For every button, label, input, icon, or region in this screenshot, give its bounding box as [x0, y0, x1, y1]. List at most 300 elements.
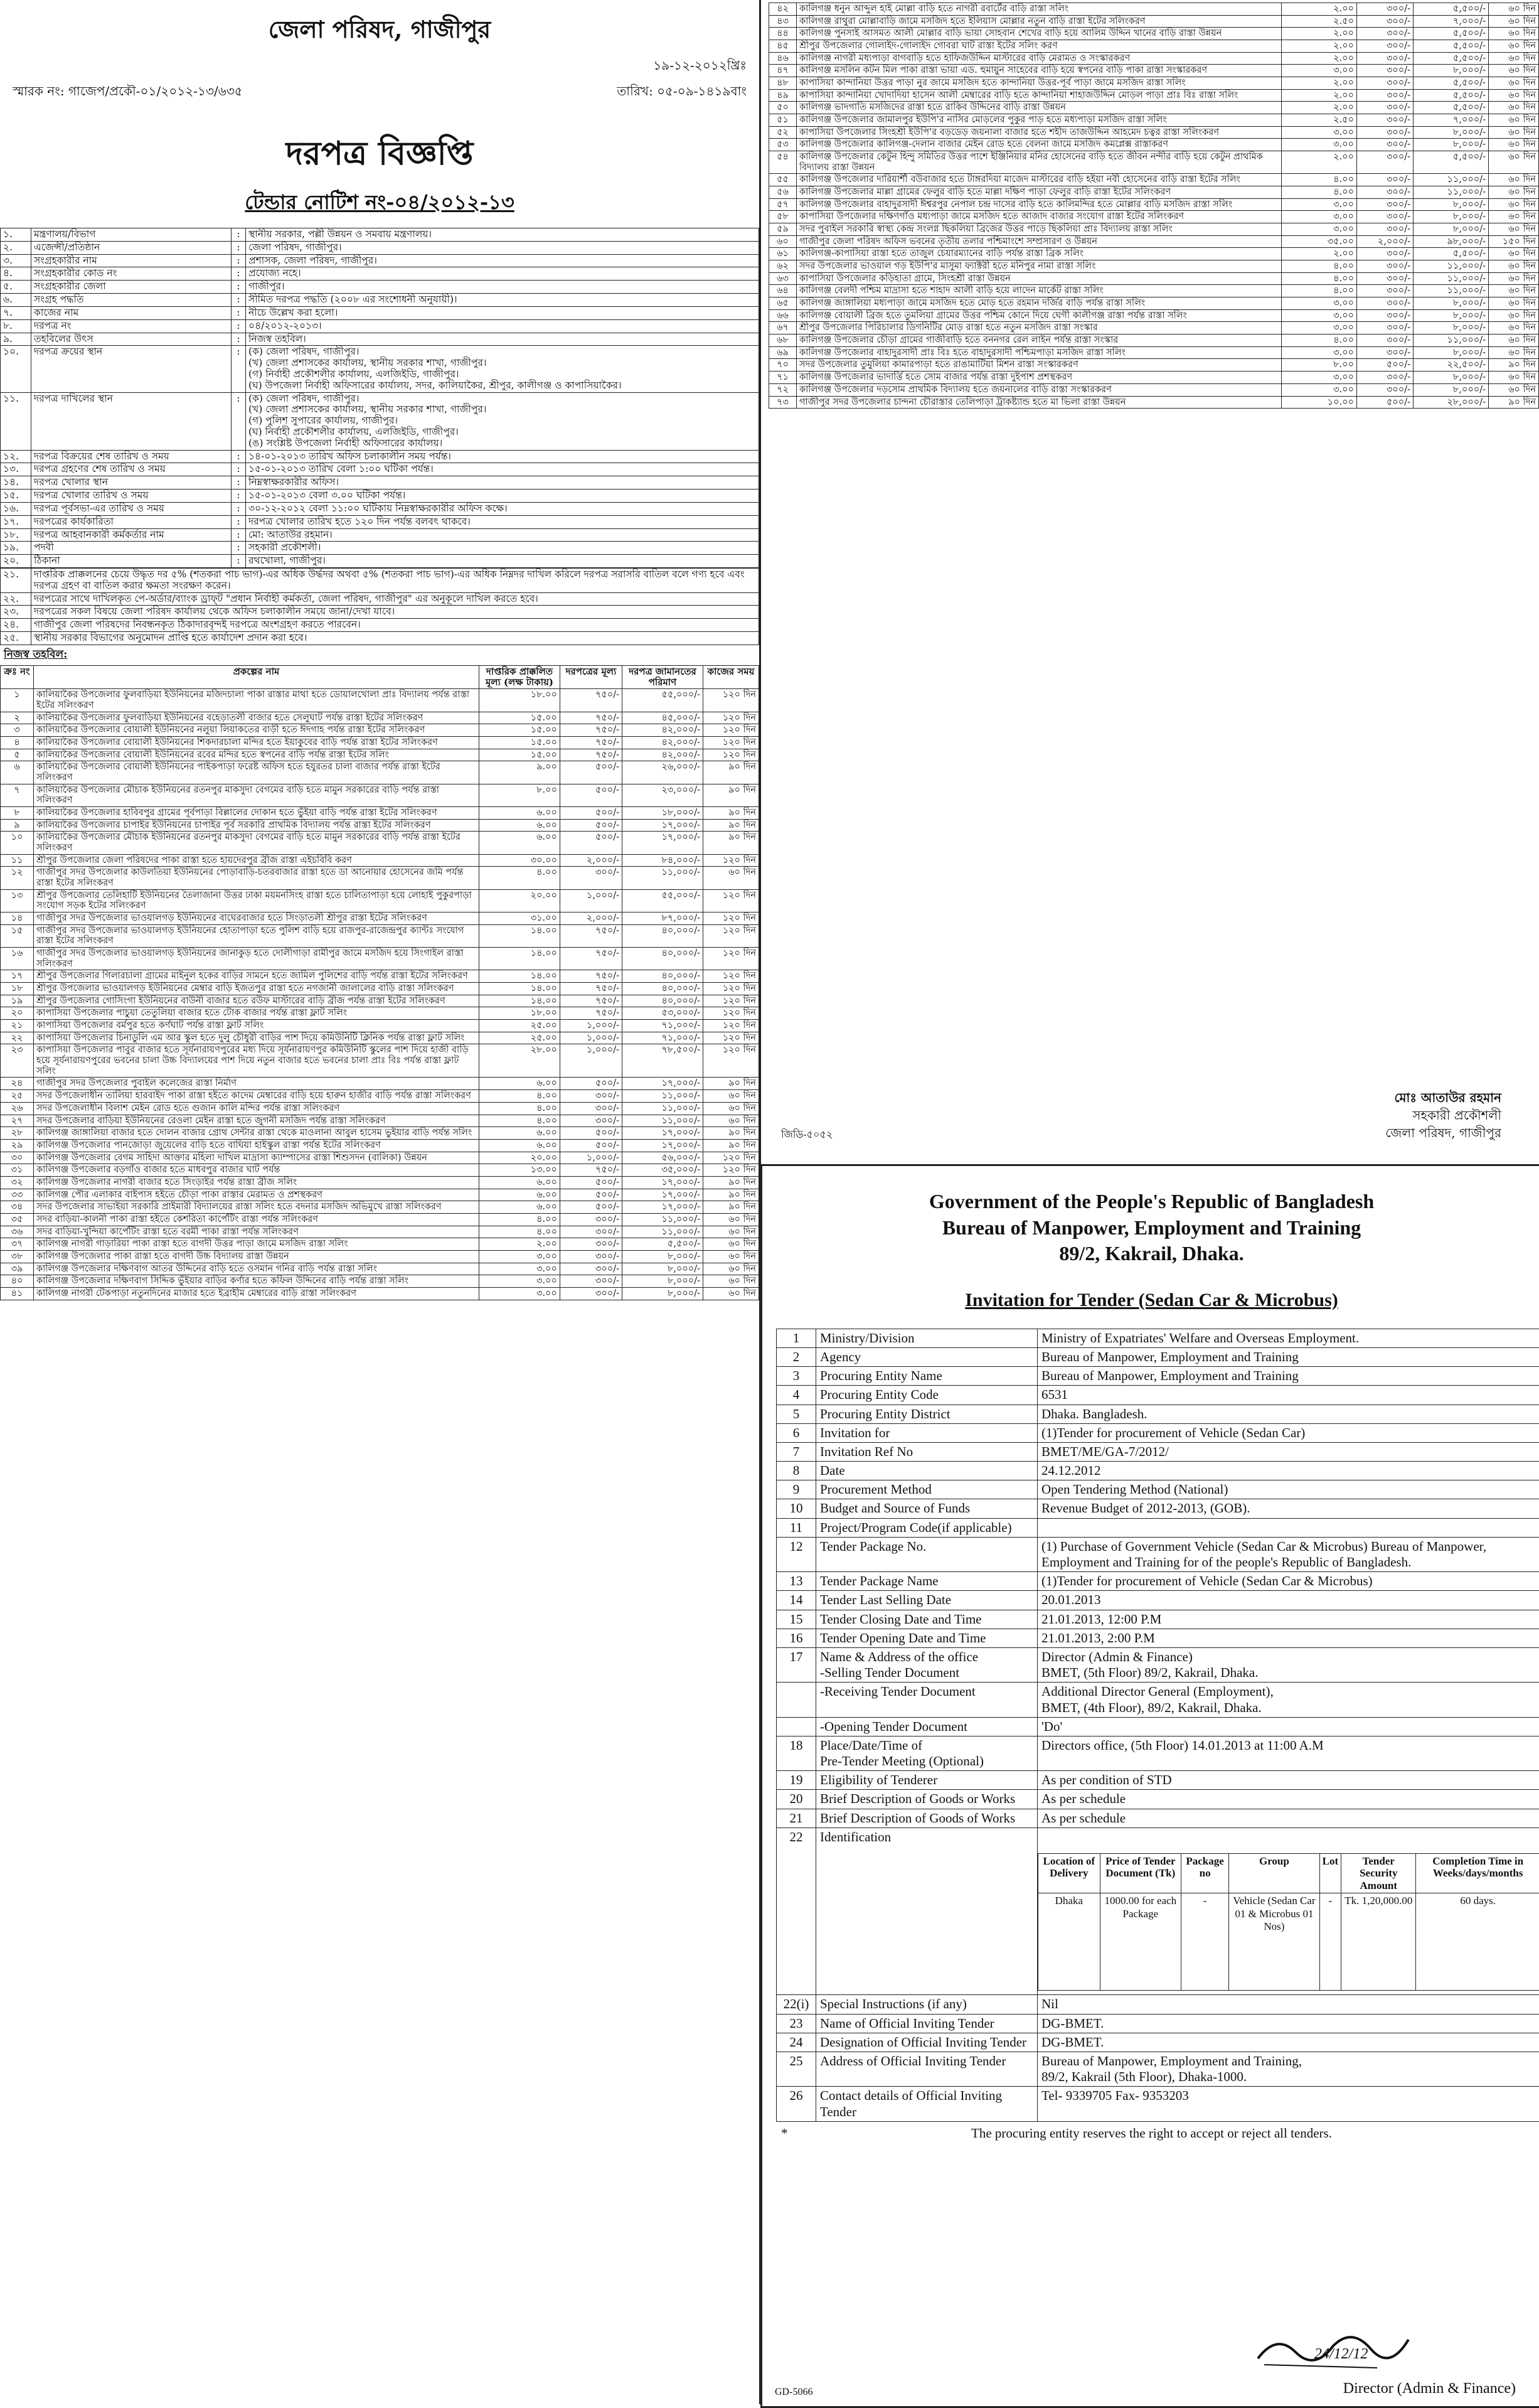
info-num: ১২. — [1, 450, 31, 463]
project-name: কালিগঞ্জ উপজেলার দক্ষিণবাগ আতর উদ্দিনের বাড়ি হতে ওসমান গনির বাড়ি পর্যন্ত রাস্তা সলিং — [34, 1263, 479, 1275]
project-estimate: ৩.০০ — [1282, 297, 1357, 310]
project-time: ১২০ দিন — [703, 1007, 759, 1020]
project-price: ৩০০/- — [560, 1287, 622, 1300]
project-name: কালিয়াকৈর উপজেলার বোয়ালী ইউনিয়নের নলুয়া লিয়াকতের বাড়ী হতে ঈদগাহ পর্যন্ত রাস্তা ইটের সলিংকরণ — [34, 724, 479, 737]
project-estimate: ৪.০০ — [1282, 260, 1357, 273]
info-row — [1, 392, 759, 450]
project-row — [1, 819, 759, 832]
bmet-row — [777, 2087, 1539, 2121]
bmet-row — [777, 1480, 1539, 1499]
project-security: ৫,৫০০/- — [1414, 89, 1489, 102]
signatory-block — [1385, 1089, 1501, 1142]
info-value: প্রযোজ্য নহে। — [246, 267, 759, 281]
project-row — [769, 272, 1539, 285]
project-security: ৪০,০০০/- — [622, 948, 703, 970]
bmet-value: 24.12.2012 — [1038, 1462, 1539, 1480]
date-bn: ০৫-০৯-১৪১৯বাং — [657, 83, 747, 99]
project-security: ১১,০০০/- — [622, 867, 703, 889]
info-value: সীমিত দরপত্র পদ্ধতি (২০০৮ এর সংশোধনী অনুযায়ী)। — [246, 294, 759, 307]
project-time: ৯০ দিন — [703, 1139, 759, 1152]
bmet-value: Bureau of Manpower, Employment and Training — [1038, 1347, 1539, 1366]
project-security: ৮,০০০/- — [1414, 372, 1489, 384]
project-name: কাপাসিয়া উপজেলার সিংহশ্রী ইউপি'র বড়ডেড় জয়নালা বাজার হতে শহীদ তাজউদ্দিন আহমেদ চত্বর রাস্তা সলিংকরণ — [797, 126, 1282, 139]
bmet-label: Name of Official Inviting Tender — [816, 2014, 1038, 2033]
project-estimate: ১৮.০০ — [479, 689, 560, 712]
identification-value: Dhaka — [1038, 1893, 1100, 1991]
project-sl: ৬৫ — [769, 297, 797, 310]
bmet-tender-notice — [760, 1164, 1539, 2408]
bmet-label: Tender Package No. — [816, 1537, 1038, 1571]
project-price: ৫০০/- — [560, 832, 622, 854]
project-name: কালিগঞ্জ উপজেলার বাহাদুরসাদী ঈশ্বরপুর নেপাল চন্দ্র দাসের বাড়ি হতে কালিমন্দির হতে মোল্লার বাড়ি মসজিদ রাস্তা সলিং — [797, 198, 1282, 211]
info-row — [1, 294, 759, 307]
project-security: ৮,০০০/- — [1414, 126, 1489, 139]
project-row — [1, 832, 759, 854]
info-row — [1, 490, 759, 503]
project-time: ১২০ দিন — [703, 983, 759, 995]
project-name: কাপাসিয়া উপজেলার দক্ষিণগাঁও মধ্যপাড়া জামে মসজিদ হতে আজাদ বাজার সংযোগ রাস্তা ইটের সলিংকরণ — [797, 211, 1282, 223]
info-colon: : — [232, 528, 246, 542]
bmet-value: (1)Tender for procurement of Vehicle (Sedan Car & Microbus) — [1038, 1572, 1539, 1591]
project-time: ৬০ দিন — [1489, 346, 1539, 359]
project-security: ২২,৫০০/- — [1414, 359, 1489, 372]
bmet-value: BMET/ME/GA-7/2012/ — [1038, 1442, 1539, 1461]
project-row — [1, 1287, 759, 1300]
project-name: কালিয়াকৈর উপজেলার ফুলবাড়িয়া ইউনিয়নের বহেড়াতলী বাজার হতে সেলুঘাট পর্যন্ত রাস্তা ইটের সলিংকরণ — [34, 712, 479, 724]
head-line-1: Government of the People's Republic of Bangladesh — [762, 1189, 1539, 1215]
clause-text: দাপ্তরিক প্রাক্কলনের চেয়ে উদ্ধৃত দর ৫% (শতকরা পাচ ভাগ)-এর অধিক উর্দ্ধদর অথবা ৫% (শতকরা পাচ ভাগ)-এর অধিক নিম্নদর দাখিল করিলে দরপত্র সরাসরি বাতিল বলে গণ্য হবে এবং দরপত্র গ্রহণ বা বাতিল করার ক্ষমতা সংরক্ষণ করেন। — [31, 568, 759, 592]
project-price: ৩০০/- — [1357, 102, 1414, 114]
project-estimate: ৩০.০০ — [479, 854, 560, 867]
project-sl: ৭০ — [769, 359, 797, 372]
project-name: কালিগঞ্জ উপজেলার চৌড়া গ্রামের গাজীবাড়ি হতে বননগর রেল লাইন পর্যন্ত রাস্তা সংস্কার — [797, 334, 1282, 347]
project-security: ১১,০০০/- — [622, 1115, 703, 1127]
project-sl: ৫৫ — [769, 174, 797, 186]
bmet-row — [777, 1462, 1539, 1480]
bmet-num: 20 — [777, 1790, 816, 1809]
identification-table — [1038, 1853, 1539, 1991]
project-security: ৩৫,০০০/- — [622, 1164, 703, 1177]
project-estimate: ৪.০০ — [1282, 272, 1357, 285]
project-estimate: ২.০০ — [1282, 102, 1357, 114]
project-estimate: ৪.০০ — [1282, 186, 1357, 199]
bmet-label: Eligibility of Tenderer — [816, 1771, 1038, 1790]
project-price: ৭৫০/- — [560, 983, 622, 995]
info-value: দরপত্র খোলার তারিখ হতে ১২০ দিন পর্যন্ত বলবৎ থাকবে। — [246, 515, 759, 528]
project-sl: ৫ — [1, 749, 34, 761]
project-time: ৬০ দিন — [703, 867, 759, 889]
project-security: ৫৫,০০০/- — [622, 689, 703, 712]
project-sl: ৭ — [1, 784, 34, 806]
project-estimate: ৮.০০ — [479, 784, 560, 806]
project-sl: ২৯ — [1, 1139, 34, 1152]
bmet-info-table — [776, 1329, 1539, 2122]
project-name: কালিয়াকৈর উপজেলার মৌচাক ইউনিয়নের রতনপুর মাকসুদা বেগমের বাড়ি হতে মামুন সরকারের বাড়ি পর্যন্ত রাস্তা সলিংকরণ — [34, 784, 479, 806]
project-time: ৬০ দিন — [703, 1090, 759, 1103]
project-price: ৩০০/- — [1357, 114, 1414, 127]
project-name: কালিগঞ্জ মসলিন কটন মিল পাকা রাস্তা ভায়া এড. হুমায়ুন সাহেবের বাড়ি হয়ে স্বপনের বাড়ি পাকা রাস্তা সংস্কারকরণ — [797, 65, 1282, 77]
project-time: ১২০ দিন — [703, 1020, 759, 1032]
project-security: ১৭,০০০/- — [622, 1176, 703, 1189]
project-time: ৬০ দিন — [703, 1213, 759, 1226]
project-time: ১২০ দিন — [703, 1044, 759, 1078]
bmet-value: 'Do' — [1038, 1717, 1539, 1736]
bmet-row — [777, 1537, 1539, 1571]
project-name: কালিগঞ্জ উপজেলার কেটুন হিন্দু সমিতির উত্তর পাশে ইঞ্জিনিয়ার মনির হোসেনের বাড়ি হতে জীবন নন্দীর বাড়ি হয়ে কেটুন প্রাথমিক বিদ্যালয় রাস্তা উন্নয়ন — [797, 151, 1282, 174]
bmet-row — [777, 1367, 1539, 1386]
project-security: ৯৮,০০০/- — [1414, 235, 1489, 248]
project-time: ৬০ দিন — [1489, 151, 1539, 174]
project-time: ১২০ দিন — [703, 995, 759, 1007]
project-time: ৬০ দিন — [1489, 285, 1539, 297]
project-estimate: ৬.০০ — [479, 1127, 560, 1140]
clause-row — [1, 568, 759, 592]
info-value: (ক) জেলা পরিষদ, গাজীপুর। (খ) জেলা প্রশাসকের কার্যালয়, স্থানীয় সরকার শাখা, গাজীপুর। (গ) পুলিশ সুপারের কার্যালয়, গাজীপুর। (ঘ) নির্বাহী প্রকৌশলীর কার্যালয়, এলজিইডি, গাজীপুর। (ঙ) সংশ্লিষ্ট উপজেলা নির্বাহী অফিসারের কার্যালয়। — [246, 392, 759, 450]
project-time: ৯০ দিন — [703, 1127, 759, 1140]
project-name: কালিগঞ্জ উপজেলার পাকা রাস্তা হতে বাগদী উচ্চ বিদ্যালয় রাস্তা উন্নয়ন — [34, 1250, 479, 1263]
memo-line — [0, 51, 759, 77]
info-value: (ক) জেলা পরিষদ, গাজীপুর। (খ) জেলা প্রশাসকের কার্যালয়, স্থানীয় সরকার শাখা, গাজীপুর। (গ) নির্বাহী প্রকৌশলীর কার্যালয়, এলজিইডি, গাজীপুর। (ঘ) উপজেলা নির্বাহী অফিসারের কার্যালয়, সদর, কালিয়াকৈর, শ্রীপুর, কালীগঞ্জ ও কাপাসিয়াকৈর। — [246, 346, 759, 392]
bmet-value: As per condition of STD — [1038, 1771, 1539, 1790]
project-name: কালিগঞ্জ পুনসাই আসমত আলী মোল্লার বাড়ি ভায়া সোহবান শেখের বাড়ি হয়ে আলিম উদ্দিন খানের বাড়ি রাস্তা উন্নয়ন — [797, 28, 1282, 40]
bmet-label: Procuring Entity Code — [816, 1386, 1038, 1405]
info-num: ১০. — [1, 346, 31, 392]
project-estimate: ৬.০০ — [479, 1189, 560, 1201]
project-sl: ৩২ — [1, 1176, 34, 1189]
project-sl: ৩০ — [1, 1152, 34, 1164]
project-price: ৩০০/- — [1357, 285, 1414, 297]
project-row — [1, 1250, 759, 1263]
project-security: ২৮,০০০/- — [1414, 396, 1489, 409]
gov-heading — [762, 1189, 1539, 1267]
info-row — [1, 346, 759, 392]
bmet-value: Bureau of Manpower, Employment and Training — [1038, 1367, 1539, 1386]
project-row — [769, 346, 1539, 359]
project-name: সদর উপজেলার বাড়িয়া ইউনিয়নের রেওলা মেইন রাস্তা হতে জুগনী মসজিদ পর্যন্ত রাস্তা সলিংকরণ — [34, 1115, 479, 1127]
project-name: কাপাসিয়া কান্দানিয়া উত্তর পাড়া নুর জামে মসজিদ হতে কান্দানিয়া উত্তর-পূর্ব পাড়া জামে মসজিদ রাস্তা সলিং — [797, 77, 1282, 90]
project-security: ৪২,০০০/- — [622, 724, 703, 737]
project-estimate: ২.০০ — [1282, 151, 1357, 174]
bmet-row — [777, 1717, 1539, 1736]
project-price: ৭৫০/- — [560, 1164, 622, 1177]
project-time: ৬০ দিন — [1489, 309, 1539, 322]
bmet-num: 19 — [777, 1771, 816, 1790]
info-row — [1, 528, 759, 542]
bmet-value: (1)Tender for procurement of Vehicle (Sedan Car) — [1038, 1423, 1539, 1442]
project-row — [1, 948, 759, 970]
project-time: ১২০ দিন — [703, 1152, 759, 1164]
info-label: দরপত্র খোলার তারিখ ও সময় — [31, 490, 232, 503]
project-row — [1, 995, 759, 1007]
project-name: কালিগঞ্জ বোয়ালী ব্রিজ হতে তুমলিয়া গ্রামের উত্তর পশ্চিম কোনে দিয়ে ঘেগী কালীগঞ্জ রাস্তা পর্যন্ত রাস্তা সলিং — [797, 309, 1282, 322]
project-name: কাপাসিয়া উপজেলার কড়িহাতা গ্রামে, সিংহশ্রী রাস্তা উন্নয়ন — [797, 272, 1282, 285]
info-value: ১৫-০১-২০১৩ বেলা ৩.০০ ঘটিকা পর্যন্ত। — [246, 490, 759, 503]
project-security: ১১,০০০/- — [1414, 186, 1489, 199]
info-value: প্রশাসক, জেলা পরিষদ, গাজীপুর। — [246, 254, 759, 267]
project-security: ৮,০০০/- — [1414, 346, 1489, 359]
project-price: ৩০০/- — [560, 1226, 622, 1238]
project-estimate: ৪.০০ — [479, 1226, 560, 1238]
project-sl: ৫৯ — [769, 223, 797, 236]
info-label: দরপত্রের কার্যকারিতা — [31, 515, 232, 528]
bmet-value: As per schedule — [1038, 1790, 1539, 1809]
project-price: ৫০০/- — [560, 807, 622, 820]
project-price: ৭৫০/- — [560, 712, 622, 724]
project-row — [769, 372, 1539, 384]
bmet-value: Ministry of Expatriates' Welfare and Overseas Employment. — [1038, 1329, 1539, 1347]
info-label: দরপত্র পূর্বসভা-এর তারিখ ও সময় — [31, 502, 232, 515]
bmet-row — [777, 1610, 1539, 1629]
project-estimate: ৮.০০ — [1282, 359, 1357, 372]
project-price: ১,০০০/- — [560, 1152, 622, 1164]
project-estimate: ৬.০০ — [479, 1139, 560, 1152]
bmet-row — [777, 1790, 1539, 1809]
project-estimate: ২.০০ — [479, 1238, 560, 1251]
project-estimate: ৩.০০ — [479, 1287, 560, 1300]
project-estimate: ৬.০০ — [479, 807, 560, 820]
project-sl: ৪৫ — [769, 40, 797, 53]
project-name: গাজীপুর সদর উপজেলার চান্দনা চৌরাস্তার তেলিপাড়া ট্রাকষ্ট্যান্ড হতে মা ভিলা রাস্তা উন্নয়ন — [797, 396, 1282, 409]
project-security: ৪০,০০০/- — [622, 924, 703, 947]
project-price: ৩০০/- — [1357, 272, 1414, 285]
project-time: ৬০ দিন — [1489, 15, 1539, 28]
info-label: দরপত্র দাখিলের স্থান — [31, 392, 232, 450]
project-sl: ৪১ — [1, 1287, 34, 1300]
project-table-left — [0, 665, 759, 1300]
project-sl: ৪৮ — [769, 77, 797, 90]
project-estimate: ৩১.০০ — [479, 912, 560, 925]
project-price: ৩০০/- — [560, 1238, 622, 1251]
project-time: ৯০ দিন — [703, 1176, 759, 1189]
project-security: ৭,০০০/- — [1414, 114, 1489, 127]
project-sl: ৩৯ — [1, 1263, 34, 1275]
project-sl: ৪৩ — [769, 15, 797, 28]
identification-header — [1038, 1853, 1539, 1893]
project-sl: ১৮ — [1, 983, 34, 995]
info-label: দরপত্র বিক্রয়ের শেষ তারিখ ও সময় — [31, 450, 232, 463]
project-name: শ্রীপুর উপজেলার গোলাইদ-গোলাইদ গোবরা ঘাট রাস্তা ইটের সলিং করণ — [797, 40, 1282, 53]
project-security: ১১,০০০/- — [1414, 285, 1489, 297]
info-num: ২. — [1, 241, 31, 254]
project-name: সদর উপজেলার সাভাইয়া সরকারি প্রাইমারী বিদ্যালয়ের রাস্তা সলিং হতে বদনার মসজিদ অভিমুখে রাস্তা সলিংকরণ — [34, 1201, 479, 1214]
project-estimate: ৩.০০ — [1282, 322, 1357, 334]
project-row — [1, 1226, 759, 1238]
project-estimate: ৪.০০ — [479, 867, 560, 889]
info-label: মন্ত্রণালয়/বিভাগ — [31, 228, 232, 242]
notice-title: দরপত্র বিজ্ঞপ্তি — [0, 128, 759, 183]
project-row — [1, 1078, 759, 1090]
bmet-num: 24 — [777, 2033, 816, 2052]
bmet-label: -Receiving Tender Document — [816, 1683, 1038, 1717]
bmet-num: 25 — [777, 2052, 816, 2087]
info-value: স্থানীয় সরকার, পল্লী উন্নয়ন ও সমবায় মন্ত্রণালয়। — [246, 228, 759, 242]
bmet-label: Brief Description of Goods or Works — [816, 1790, 1038, 1809]
project-sl: ৫৭ — [769, 198, 797, 211]
project-name: কালিগঞ্জ পৌর এলাকার বাইপাস হইতে চৌড়া পাকা রাস্তার মেরামত ও প্রশস্থকরণ — [34, 1189, 479, 1201]
project-sl: ১ — [1, 689, 34, 712]
project-sl: ৬০ — [769, 235, 797, 248]
bmet-label: Agency — [816, 1347, 1038, 1366]
date-top: ১৯-১২-২০১২খ্রিঃ — [653, 56, 747, 77]
project-name: সদর পুবাইল সরকারি স্বাস্থ্য কেন্দ্র সংলগ্ন ছিকলিয়া ব্রিজের উত্তর পাড়ে ছিকলিয়া প্রাঃ বিদ্যালয় রাস্তা সলিং — [797, 223, 1282, 236]
project-time: ১২০ দিন — [703, 1164, 759, 1177]
project-price: ৩০০/- — [1357, 151, 1414, 174]
project-sl: ৪৯ — [769, 89, 797, 102]
bmet-label: Tender Last Selling Date — [816, 1591, 1038, 1610]
project-estimate: ৩.০০ — [1282, 346, 1357, 359]
signatory-title: সহকারী প্রকৌশলী — [1385, 1106, 1501, 1124]
project-time: ৯০ দিন — [1489, 396, 1539, 409]
project-sl: ৫৪ — [769, 151, 797, 174]
project-row — [1, 1102, 759, 1115]
bmet-label: Name & Address of the office -Selling Tender Document — [816, 1647, 1038, 1682]
project-sl: ২৫ — [1, 1090, 34, 1103]
project-row — [769, 89, 1539, 102]
project-security: ৮,০০০/- — [622, 1275, 703, 1288]
project-estimate: ৩.০০ — [1282, 223, 1357, 236]
project-name: শ্রীপুর উপজেলার পিরিচালার ডিগনিটির মোড় রাস্তা হতে নতুন মসজিদ রাস্তা সংস্কার — [797, 322, 1282, 334]
project-price: ৩০০/- — [1357, 139, 1414, 151]
project-row — [1, 1020, 759, 1032]
project-name: কাপাসিয়া উপজেলার বর্মপুর হতে কর্ণঘাট পর্যন্ত রাস্তা ফ্লাট সলিং — [34, 1020, 479, 1032]
info-label: ঠিকানা — [31, 555, 232, 568]
project-row — [1, 1238, 759, 1251]
project-sl: ৬৮ — [769, 334, 797, 347]
project-time: ৯০ দিন — [703, 807, 759, 820]
project-name: কালিগঞ্জ উপজেলার জামালপুর ইউপি'র নাসির মোড়লের পুকুর পাড় হতে মধ্যপাড়া মসজিদ রাস্তা সলিং — [797, 114, 1282, 127]
info-label: দরপত্র ক্রয়ের স্থান — [31, 346, 232, 392]
project-sl: ৬১ — [769, 248, 797, 260]
project-row — [769, 28, 1539, 40]
project-estimate: ৩.০০ — [1282, 65, 1357, 77]
bmet-value: Additional Director General (Employment), BMET, (4th Floor), 89/2, Kakrail, Dhaka. — [1038, 1683, 1539, 1717]
project-security: ৫,৫০০/- — [622, 1238, 703, 1251]
signatory-name: মোঃ আতাউর রহমান — [1385, 1089, 1501, 1106]
signatory-office: জেলা পরিষদ, গাজীপুর — [1385, 1124, 1501, 1142]
bmet-num: 6 — [777, 1423, 816, 1442]
bmet-num: 22 — [777, 1827, 816, 1995]
project-price: ৭৫০/- — [560, 948, 622, 970]
project-row — [1, 1115, 759, 1127]
project-sl: ৫৩ — [769, 139, 797, 151]
info-row — [1, 241, 759, 254]
project-price: ১,০০০/- — [560, 889, 622, 912]
bmet-label: Tender Package Name — [816, 1572, 1038, 1591]
project-time: ৬০ দিন — [1489, 174, 1539, 186]
org-title: জেলা পরিষদ, গাজীপুর — [0, 11, 759, 51]
identification-col: Price of Tender Document (Tk) — [1100, 1853, 1181, 1893]
info-label: পদবী — [31, 542, 232, 555]
project-time: ৬০ দিন — [1489, 383, 1539, 396]
project-price: ৫০০/- — [1357, 396, 1414, 409]
info-num: ২০. — [1, 555, 31, 568]
project-estimate: ৬.০০ — [479, 1176, 560, 1189]
project-security: ৪২,০০০/- — [622, 737, 703, 749]
info-label: তহবিলের উৎস — [31, 333, 232, 346]
clause-row — [1, 606, 759, 619]
project-security: ৭১,০০০/- — [622, 1032, 703, 1044]
info-colon: : — [232, 254, 246, 267]
bmet-num: 17 — [777, 1647, 816, 1682]
project-sl: ৬৯ — [769, 346, 797, 359]
info-value: নীচে উল্লেখ করা হলো। — [246, 306, 759, 319]
info-colon: : — [232, 267, 246, 281]
project-row — [1, 912, 759, 925]
col-security: দরপত্র জামানতের পরিমাণ — [622, 665, 703, 689]
project-time: ৬০ দিন — [703, 1102, 759, 1115]
project-estimate: ১৪.০০ — [479, 948, 560, 970]
info-row — [1, 333, 759, 346]
bmet-num: 16 — [777, 1629, 816, 1647]
project-estimate: ৬.০০ — [479, 1078, 560, 1090]
identification-value: Vehicle (Sedan Car 01 & Microbus 01 Nos) — [1229, 1893, 1319, 1991]
bmet-label: Designation of Official Inviting Tender — [816, 2033, 1038, 2052]
memo-no: স্মারক নং: গাজেপ/প্রকৌ-০১/২০১২-১৩/৬৩৫ — [13, 82, 243, 103]
project-estimate: ২৫.০০ — [479, 1032, 560, 1044]
project-estimate: ৩.০০ — [1282, 198, 1357, 211]
project-sl: ২২ — [1, 1032, 34, 1044]
project-estimate: ১৪.০০ — [479, 924, 560, 947]
project-time: ১৫০ দিন — [1489, 235, 1539, 248]
project-sl: ১৭ — [1, 970, 34, 983]
project-time: ১২০ দিন — [703, 948, 759, 970]
project-security: ১৭,০০০/- — [622, 1127, 703, 1140]
project-security: ১১,০০০/- — [1414, 260, 1489, 273]
project-time: ৬০ দিন — [1489, 139, 1539, 151]
bmet-row — [777, 2033, 1539, 2052]
project-name: কালিগঞ্জ নাগরী টেকপাড়া নতুনদিনের মাজার হতে ইব্রাহীম মেম্বারের বাড়ি রাস্তা সলিংকরণ — [34, 1287, 479, 1300]
project-price: ৩০০/- — [1357, 28, 1414, 40]
project-security: ৪০,০০০/- — [622, 970, 703, 983]
project-time: ১২০ দিন — [703, 724, 759, 737]
project-price: ৩০০/- — [1357, 77, 1414, 90]
bmet-num: 22(i) — [777, 1995, 816, 2014]
project-estimate: ১৮.০০ — [479, 1007, 560, 1020]
info-row — [1, 267, 759, 281]
bmet-value — [1038, 1518, 1539, 1537]
project-row — [769, 285, 1539, 297]
project-table-header — [1, 665, 759, 689]
bmet-row — [777, 1995, 1539, 2014]
info-table — [0, 228, 759, 568]
project-price: ৩০০/- — [1357, 126, 1414, 139]
project-price: ৭৫০/- — [560, 924, 622, 947]
project-security: ৭,০০০/- — [1414, 15, 1489, 28]
project-price: ৩০০/- — [560, 1250, 622, 1263]
project-row — [769, 15, 1539, 28]
project-sl: ৩৫ — [1, 1213, 34, 1226]
bmet-num: 12 — [777, 1537, 816, 1571]
bmet-label: Budget and Source of Funds — [816, 1499, 1038, 1518]
project-sl: ২৮ — [1, 1127, 34, 1140]
project-name: কাপাসিয়া উপজেলার চিনাডুলি এম আর স্কুল হতে দুলু চৌধুরী বাড়ির পাশ দিয়ে কমিউনিটি ক্লিনিক পর্যন্ত রাস্তা ফ্লাট সলিং — [34, 1032, 479, 1044]
bmet-label: Procuring Entity Name — [816, 1367, 1038, 1386]
project-security: ১১,০০০/- — [622, 1226, 703, 1238]
bmet-value: 20.01.2013 — [1038, 1591, 1539, 1610]
project-security: ৫,৫০০/- — [1414, 3, 1489, 16]
bmet-value: 21.01.2013, 2:00 P.M — [1038, 1629, 1539, 1647]
project-sl: ৫৮ — [769, 211, 797, 223]
project-time: ৬০ দিন — [1489, 372, 1539, 384]
project-name: গাজীপুর সদর উপজেলার পুবাইল কলেজের রাস্তা নির্মাণ — [34, 1078, 479, 1090]
project-estimate: ১৪.০০ — [479, 983, 560, 995]
note-star: * — [781, 2126, 788, 2141]
project-name: কালিয়াকৈর উপজেলার বোয়ালী ইউনিয়নের শিকদারচালা মন্দির হতে ইয়াকুবের বাড়ি পর্যন্ত রাস্তা ইটের সলিংকরণ — [34, 737, 479, 749]
project-row — [1, 1152, 759, 1164]
project-time: ৬০ দিন — [1489, 297, 1539, 310]
project-security: ১১,০০০/- — [1414, 272, 1489, 285]
project-name: কালিগঞ্জ নাগরী মধ্যপাড়া বাগবাড়ি হতে হাফিজউদ্দিন মাস্টারের বাড়ি মেরামত ও সংস্কারকরণ — [797, 52, 1282, 65]
